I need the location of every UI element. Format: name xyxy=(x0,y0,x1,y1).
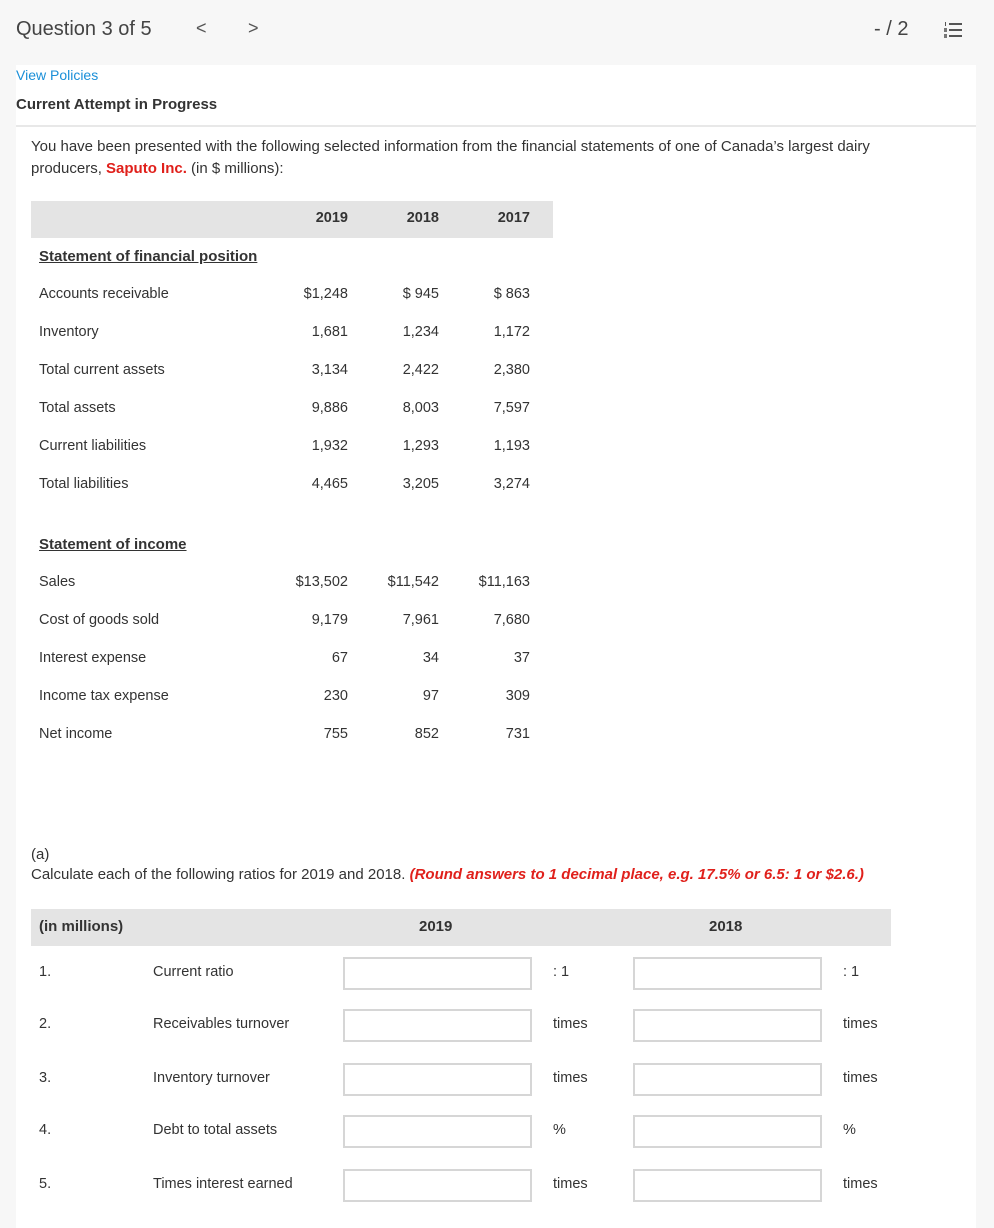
row-value: 1,234 xyxy=(402,324,439,340)
row-value: 3,205 xyxy=(402,476,439,492)
ratio-number: 4. xyxy=(39,1122,52,1138)
row-value: 1,293 xyxy=(402,438,439,454)
row-label: Total liabilities xyxy=(39,476,129,492)
row-value: 1,193 xyxy=(493,438,530,454)
intro-text: You have been presented with the following selected information from the financial statements of one of Canada’s largest dairy producers, xyxy=(31,138,870,177)
question-counter: Question 3 of 5 xyxy=(16,18,152,40)
row-label: Net income xyxy=(39,726,113,742)
row-value: $13,502 xyxy=(295,574,348,590)
row-label: Total current assets xyxy=(39,362,165,378)
row-value: 755 xyxy=(323,726,348,742)
year-header: 2017 xyxy=(497,210,530,226)
ratio-label: Receivables turnover xyxy=(153,1016,290,1032)
attempt-status: Current Attempt in Progress xyxy=(16,96,218,113)
row-label: Accounts receivable xyxy=(39,286,169,302)
row-value: 7,961 xyxy=(402,612,439,628)
score: - / 2 xyxy=(874,18,909,40)
row-label: Inventory xyxy=(39,324,99,340)
row-value: 9,886 xyxy=(311,400,348,416)
answer-input-2018[interactable] xyxy=(633,1115,822,1148)
year-header: 2019 xyxy=(315,210,348,226)
unit-label-2019: times xyxy=(553,1176,588,1192)
row-value: $1,248 xyxy=(303,286,348,302)
row-label: Cost of goods sold xyxy=(39,612,160,628)
ratio-label: Inventory turnover xyxy=(153,1070,270,1086)
instruction-text: Calculate each of the following ratios for 2019 and 2018. xyxy=(31,866,410,883)
row-label: Sales xyxy=(39,574,76,590)
row-value: 37 xyxy=(513,650,530,666)
answer-input-2019[interactable] xyxy=(343,1063,532,1096)
row-value: $11,163 xyxy=(478,574,530,590)
row-value: 731 xyxy=(505,726,530,742)
row-value: 4,465 xyxy=(311,476,348,492)
row-value: 7,597 xyxy=(493,400,530,416)
answer-input-2019[interactable] xyxy=(343,1115,532,1148)
row-value: 3,134 xyxy=(311,362,348,378)
ratio-label: Debt to total assets xyxy=(153,1122,278,1138)
question-intro xyxy=(31,136,931,180)
section-title: Statement of income xyxy=(39,536,187,553)
unit-label-2019: times xyxy=(553,1016,588,1032)
row-value: 2,380 xyxy=(493,362,530,378)
answer-input-2019[interactable] xyxy=(343,1169,532,1202)
row-value: $ 863 xyxy=(493,286,530,302)
unit-label-2019: times xyxy=(553,1070,588,1086)
ratio-header-2019: 2019 xyxy=(419,918,453,935)
divider xyxy=(16,125,976,127)
row-value: 34 xyxy=(422,650,439,666)
row-value: 1,681 xyxy=(311,324,348,340)
rounding-note: (Round answers to 1 decimal place, e.g. 17.5% or 6.5: 1 or $2.6.) xyxy=(409,866,864,883)
unit-label-2018: times xyxy=(843,1176,878,1192)
unit-label-2018: % xyxy=(843,1122,856,1138)
view-policies-link[interactable]: View Policies xyxy=(16,67,99,83)
unit-label-2018: times xyxy=(843,1016,878,1032)
answer-input-2018[interactable] xyxy=(633,1169,822,1202)
row-label: Income tax expense xyxy=(39,688,169,704)
row-label: Interest expense xyxy=(39,650,147,666)
row-value: 7,680 xyxy=(493,612,530,628)
row-value: $11,542 xyxy=(387,574,439,590)
previous-question-button[interactable]: < xyxy=(196,18,207,38)
part-instruction xyxy=(31,866,971,883)
answer-input-2019[interactable] xyxy=(343,1009,532,1042)
row-value: 8,003 xyxy=(402,400,439,416)
row-value: 1,932 xyxy=(311,438,348,454)
ratio-number: 3. xyxy=(39,1070,52,1086)
unit-label-2018: : 1 xyxy=(843,964,860,980)
unit-label-2019: % xyxy=(553,1122,566,1138)
year-header: 2018 xyxy=(406,210,439,226)
answer-input-2019[interactable] xyxy=(343,957,532,990)
ratio-label: Current ratio xyxy=(153,964,234,980)
row-value: 2,422 xyxy=(402,362,439,378)
section-title: Statement of financial position xyxy=(39,248,258,265)
question-panel xyxy=(16,65,976,1228)
row-value: 3,274 xyxy=(493,476,530,492)
unit-label-2019: : 1 xyxy=(553,964,570,980)
answer-input-2018[interactable] xyxy=(633,1063,822,1096)
row-value: $ 945 xyxy=(402,286,439,302)
ratio-number: 1. xyxy=(39,964,52,980)
row-value: 9,179 xyxy=(311,612,348,628)
answer-input-2018[interactable] xyxy=(633,957,822,990)
row-value: 230 xyxy=(323,688,348,704)
ratio-header-row xyxy=(31,909,891,946)
part-label: (a) xyxy=(31,846,50,863)
row-label: Current liabilities xyxy=(39,438,147,454)
unit-label-2018: times xyxy=(843,1070,878,1086)
row-value: 852 xyxy=(414,726,439,742)
ratio-header-2018: 2018 xyxy=(709,918,743,935)
intro-suffix: (in $ millions): xyxy=(186,160,284,177)
question-list-icon[interactable] xyxy=(944,22,962,38)
row-value: 1,172 xyxy=(493,324,530,340)
company-name: Saputo Inc. xyxy=(106,160,187,177)
ratio-header-label: (in millions) xyxy=(39,918,124,935)
ratio-number: 2. xyxy=(39,1016,52,1032)
answer-input-2018[interactable] xyxy=(633,1009,822,1042)
row-value: 67 xyxy=(331,650,348,666)
row-label: Total assets xyxy=(39,400,116,416)
next-question-button[interactable]: > xyxy=(248,18,259,38)
row-value: 97 xyxy=(422,688,439,704)
row-value: 309 xyxy=(505,688,530,704)
ratio-number: 5. xyxy=(39,1176,52,1192)
ratio-label: Times interest earned xyxy=(153,1176,293,1192)
